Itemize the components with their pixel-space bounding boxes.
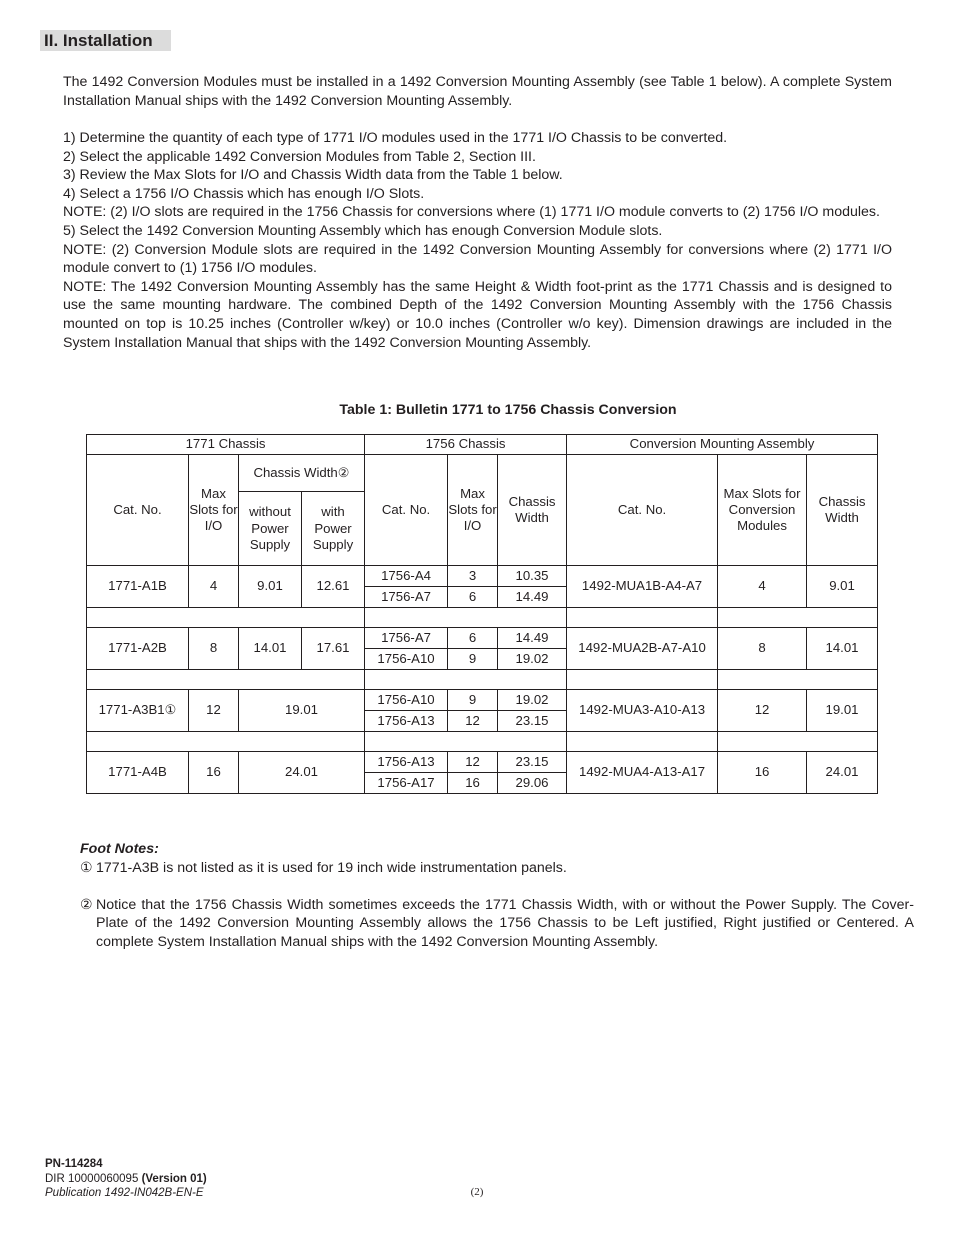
row2-width-without-ps: 14.01 xyxy=(239,628,302,670)
footnote-2-mark: ② xyxy=(80,896,93,913)
row1-cma-cat-no: 1492-MUA1B-A4-A7 xyxy=(567,566,718,608)
header-chassis-width-1756: Chassis Width xyxy=(498,455,567,566)
row3-1756-width-a: 19.02 xyxy=(498,690,567,711)
part-number: PN-114284 xyxy=(45,1158,103,1170)
step-2: 2) Select the applicable 1492 Conversion Modules from Table 2, Section III. xyxy=(63,148,536,165)
publication-number: Publication 1492-IN042B-EN-E xyxy=(45,1187,204,1199)
row-separator xyxy=(87,732,365,752)
row2-cma-width: 14.01 xyxy=(807,628,878,670)
row-separator xyxy=(567,608,718,628)
row2-1756-slots-a: 6 xyxy=(448,628,498,649)
row1-max-slots: 4 xyxy=(189,566,239,608)
row3-chassis-width: 19.01 xyxy=(239,690,365,732)
header-cat-no-1756: Cat. No. xyxy=(365,455,448,566)
row3-cat-no: 1771-A3B1① xyxy=(87,690,189,732)
row2-1756-cat-a: 1756-A7 xyxy=(365,628,448,649)
header-cat-no-cma: Cat. No. xyxy=(567,455,718,566)
row3-1756-slots-b: 12 xyxy=(448,711,498,732)
step-5: 5) Select the 1492 Conversion Mounting Assembly which has enough Conversion Module slots. xyxy=(63,222,663,239)
section-heading: II. Installation xyxy=(40,30,171,51)
row-separator xyxy=(718,732,878,752)
row-separator xyxy=(718,608,878,628)
row2-1756-cat-b: 1756-A10 xyxy=(365,649,448,670)
header-cat-no-1771: Cat. No. xyxy=(87,455,189,566)
footnote-2-text: Notice that the 1756 Chassis Width sometimes exceeds the 1771 Chassis Width, with or without the Power Supply. The Cover-Plate of the 1492 Conversion Mounting Assembly allows the 1756 Chassis to be Left justified, Right justified or Centered. A complete System Installation Manual ships with the 1492 Conversion Mounting Assembly. xyxy=(96,896,914,950)
header-max-slots-cma: Max Slots for Conversion Modules xyxy=(718,455,807,566)
row4-1756-slots-b: 16 xyxy=(448,773,498,794)
chassis-conversion-table xyxy=(86,434,878,794)
group-1756-chassis: 1756 Chassis xyxy=(365,435,567,455)
row4-cma-max-slots: 16 xyxy=(718,752,807,794)
footnote-1 xyxy=(80,859,914,878)
row4-cma-width: 24.01 xyxy=(807,752,878,794)
row-separator xyxy=(567,732,718,752)
header-max-slots-1756: Max Slots for I/O xyxy=(448,455,498,566)
row2-1756-width-b: 19.02 xyxy=(498,649,567,670)
row1-cma-width: 9.01 xyxy=(807,566,878,608)
row3-cma-cat-no: 1492-MUA3-A10-A13 xyxy=(567,690,718,732)
row4-1756-cat-a: 1756-A13 xyxy=(365,752,448,773)
row3-1756-cat-b: 1756-A13 xyxy=(365,711,448,732)
footnote-1-text: 1771-A3B is not listed as it is used for 19 inch wide instrumentation panels. xyxy=(96,859,567,876)
dir-line xyxy=(45,1172,207,1187)
installation-steps xyxy=(63,129,892,352)
row-separator xyxy=(718,670,878,690)
row3-1756-slots-a: 9 xyxy=(448,690,498,711)
intro-text: The 1492 Conversion Modules must be installed in a 1492 Conversion Mounting Assembly (see Table 1 below). A complete System Installation Manual ships with the 1492 Conversion Mounting Assembly. xyxy=(63,74,892,109)
row4-chassis-width: 24.01 xyxy=(239,752,365,794)
table-title: Table 1: Bulletin 1771 to 1756 Chassis Conversion xyxy=(339,402,677,418)
step-1: 1) Determine the quantity of each type of 1771 I/O modules used in the 1771 I/O Chassis to be converted. xyxy=(63,130,728,146)
intro-paragraph xyxy=(63,73,892,110)
row1-1756-slots-b: 6 xyxy=(448,587,498,608)
row2-cma-cat-no: 1492-MUA2B-A7-A10 xyxy=(567,628,718,670)
row3-cma-max-slots: 12 xyxy=(718,690,807,732)
version-label: (Version 01) xyxy=(141,1172,207,1185)
row1-1756-cat-a: 1756-A4 xyxy=(365,566,448,587)
row2-cat-no: 1771-A2B xyxy=(87,628,189,670)
row1-width-with-ps: 12.61 xyxy=(302,566,365,608)
note-module-slots: NOTE: (2) Conversion Module slots are required in the 1492 Conversion Mounting Assembly for conversions where (2) 1771 I/O module convert to (1) 1756 I/O modules. xyxy=(63,241,892,277)
page-number: (2) xyxy=(470,1186,484,1198)
row2-max-slots: 8 xyxy=(189,628,239,670)
group-conversion-mounting-assembly: Conversion Mounting Assembly xyxy=(567,435,878,455)
row-separator xyxy=(87,670,365,690)
header-chassis-width-cma: Chassis Width xyxy=(807,455,878,566)
row4-max-slots: 16 xyxy=(189,752,239,794)
row4-1756-slots-a: 12 xyxy=(448,752,498,773)
row2-1756-slots-b: 9 xyxy=(448,649,498,670)
row2-width-with-ps: 17.61 xyxy=(302,628,365,670)
row1-1756-cat-b: 1756-A7 xyxy=(365,587,448,608)
header-max-slots-1771: Max Slots for I/O xyxy=(189,455,239,566)
note-io-slots: NOTE: (2) I/O slots are required in the 1756 Chassis for conversions where (1) 1771 I/O module converts to (2) 1756 I/O modules. xyxy=(63,204,880,221)
header-without-power-supply: without Power Supply xyxy=(239,492,302,566)
footnotes-title: Foot Notes: xyxy=(80,841,159,857)
row4-1756-cat-b: 1756-A17 xyxy=(365,773,448,794)
row-separator xyxy=(365,608,567,628)
step-4: 4) Select a 1756 I/O Chassis which has enough I/O Slots. xyxy=(63,185,425,202)
row3-1756-width-b: 23.15 xyxy=(498,711,567,732)
row1-1756-slots-a: 3 xyxy=(448,566,498,587)
row4-1756-width-b: 29.06 xyxy=(498,773,567,794)
row4-1756-width-a: 23.15 xyxy=(498,752,567,773)
row4-cma-cat-no: 1492-MUA4-A13-A17 xyxy=(567,752,718,794)
footnote-1-mark: ① xyxy=(80,859,93,876)
step-3: 3) Review the Max Slots for I/O and Chassis Width data from the Table 1 below. xyxy=(63,167,563,184)
dir-number: DIR 10000060095 xyxy=(45,1172,139,1185)
row1-1756-width-a: 10.35 xyxy=(498,566,567,587)
row1-cma-max-slots: 4 xyxy=(718,566,807,608)
row-separator xyxy=(567,670,718,690)
row3-1756-cat-a: 1756-A10 xyxy=(365,690,448,711)
row2-cma-max-slots: 8 xyxy=(718,628,807,670)
row-separator xyxy=(87,608,365,628)
row4-cat-no: 1771-A4B xyxy=(87,752,189,794)
row2-1756-width-a: 14.49 xyxy=(498,628,567,649)
row3-cma-width: 19.01 xyxy=(807,690,878,732)
row1-cat-no: 1771-A1B xyxy=(87,566,189,608)
row-separator xyxy=(365,732,567,752)
row3-max-slots: 12 xyxy=(189,690,239,732)
row1-1756-width-b: 14.49 xyxy=(498,587,567,608)
row-separator xyxy=(365,670,567,690)
note-footprint: NOTE: The 1492 Conversion Mounting Assembly has the same Height & Width foot-print as the 1771 Chassis and is designed to use the same mounting hardware. The combined Depth of the 1492 Conversion Mounting Assembly with the 1756 Chassis mounted on top is 10.25 inches (Controller w/key) or 10.0 inches (Controller w/o key). Dimension drawings are included in the System Installation Manual that ships with the 1492 Conversion Mounting Assembly. xyxy=(63,278,892,351)
row1-width-without-ps: 9.01 xyxy=(239,566,302,608)
header-chassis-width-1771: Chassis Width② xyxy=(239,455,365,492)
header-with-power-supply: with Power Supply xyxy=(302,492,365,566)
group-1771-chassis: 1771 Chassis xyxy=(87,435,365,455)
footnote-2 xyxy=(80,896,914,952)
footnotes xyxy=(80,840,914,952)
